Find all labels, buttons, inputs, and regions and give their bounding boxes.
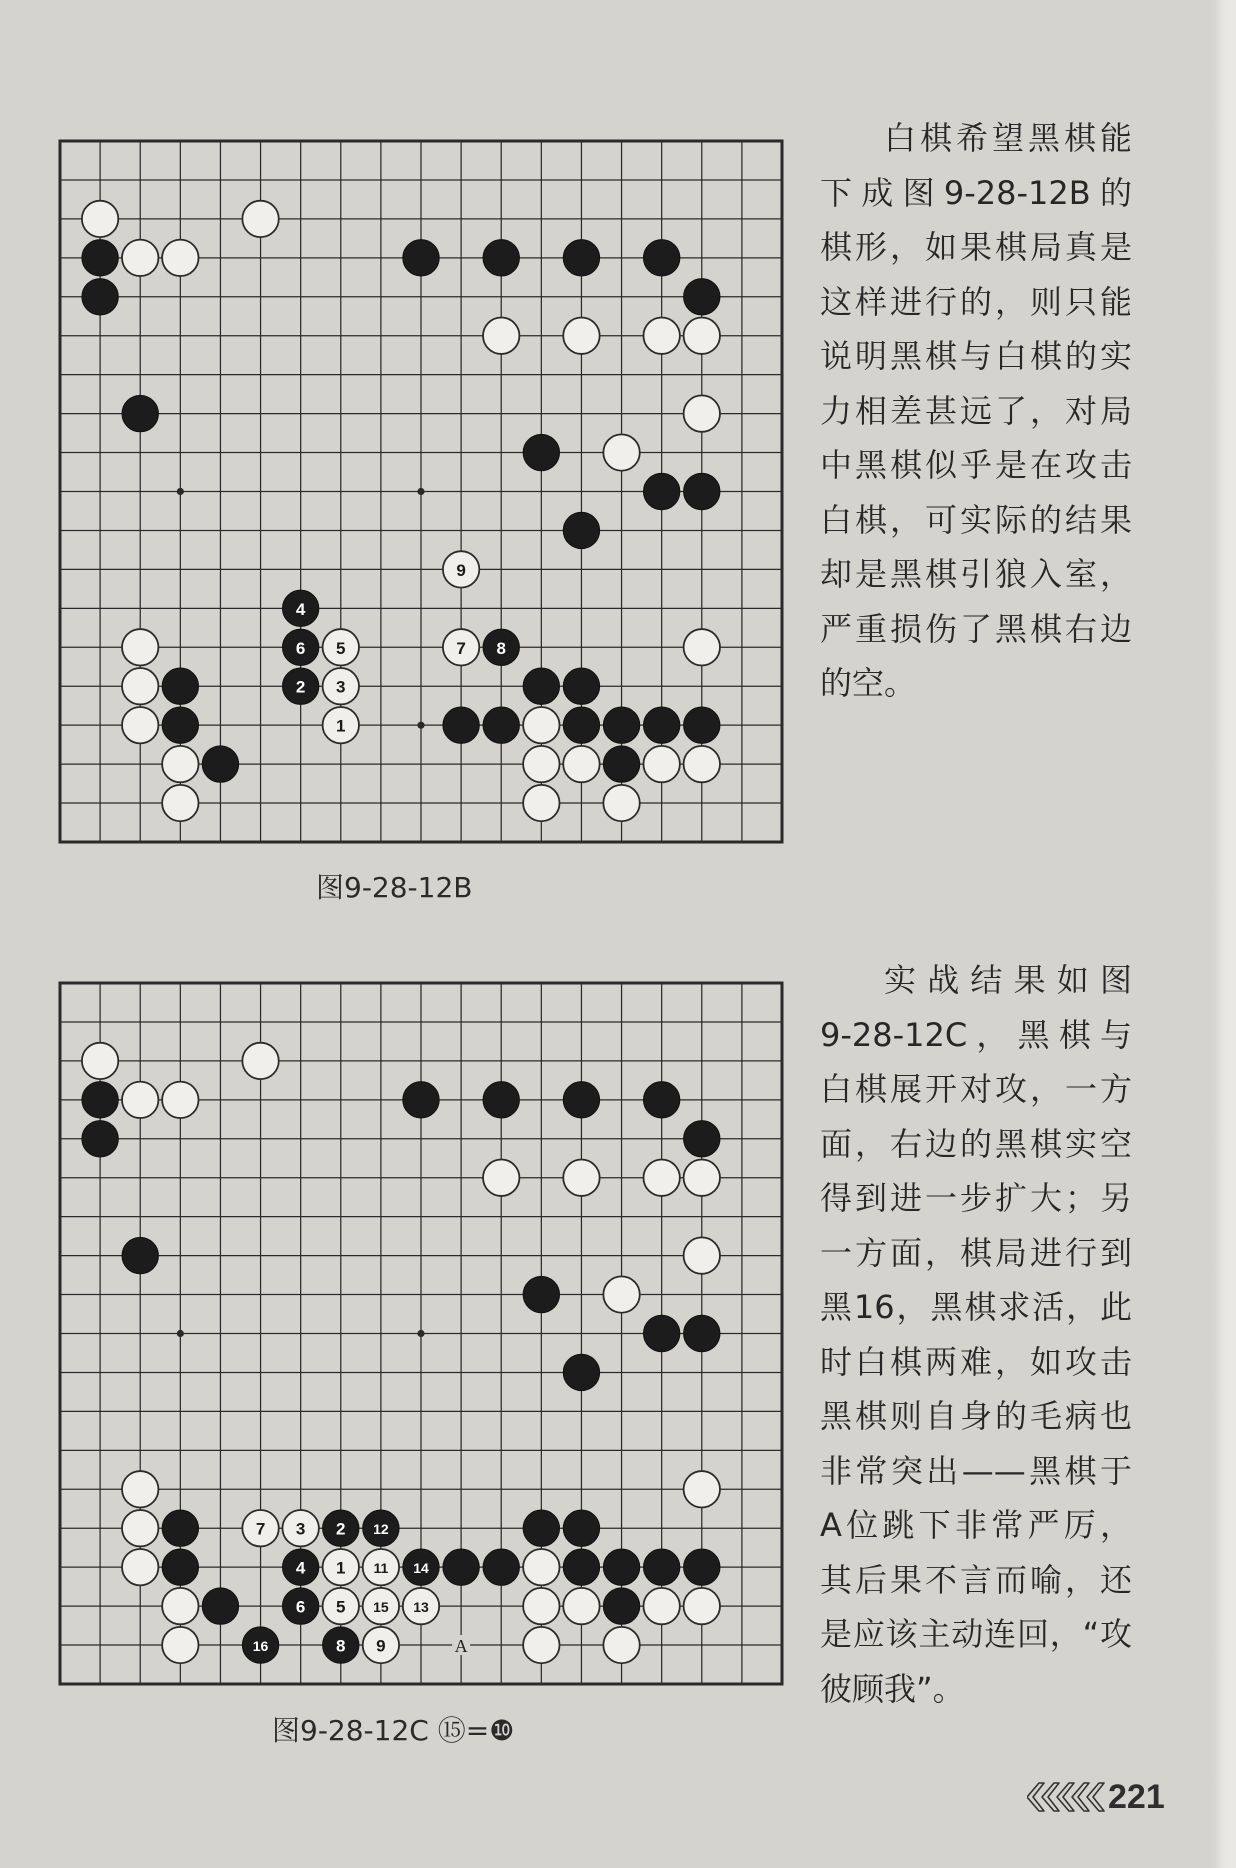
- body-paragraph: [820, 111, 1132, 711]
- move-number: 6: [295, 1597, 306, 1617]
- move-number: 1: [336, 1558, 346, 1578]
- black-stone: [563, 1549, 599, 1585]
- star-point: [417, 722, 424, 729]
- white-stone: [122, 1510, 158, 1546]
- white-stone: [162, 240, 198, 276]
- black-stone: [162, 707, 198, 743]
- black-stone: [643, 1549, 679, 1585]
- text-line: A位跳下非常严厉，: [820, 1506, 1132, 1544]
- black-stone: [403, 240, 439, 276]
- white-stone: [242, 201, 278, 237]
- text-line: 下成图9-28-12B的: [820, 173, 1132, 212]
- text-line: 白棋展开对攻，一方: [820, 1070, 1132, 1108]
- black-stone: [563, 1510, 599, 1546]
- white-stone: [684, 1237, 720, 1273]
- black-stone: [563, 1354, 599, 1390]
- black-stone: [603, 1588, 639, 1624]
- move-number: 7: [255, 1519, 266, 1539]
- black-stone: [523, 1276, 559, 1312]
- text-line: 彼顾我”。: [820, 1669, 965, 1708]
- white-stone: [122, 1082, 158, 1118]
- text-line: 黑16，黑棋求活，此: [820, 1288, 1132, 1326]
- text-line: 得到进一步扩大；另: [820, 1179, 1132, 1217]
- move-number: 6: [295, 638, 306, 658]
- black-stone: [684, 279, 720, 315]
- move-number: 2: [336, 1519, 346, 1539]
- white-stone: [82, 1043, 118, 1079]
- text-line: 其后果不言而喻，还: [820, 1560, 1132, 1599]
- move-number: 5: [336, 638, 346, 658]
- black-stone: [483, 1549, 519, 1585]
- white-stone: [684, 1588, 720, 1624]
- move-number: 8: [496, 638, 506, 658]
- white-stone: [643, 1588, 679, 1624]
- move-number: 7: [456, 638, 466, 658]
- move-number: 3: [336, 677, 346, 697]
- black-stone: [202, 746, 238, 782]
- black-stone: [523, 1510, 559, 1546]
- white-stone: [82, 201, 118, 237]
- black-stone: [684, 1121, 720, 1157]
- black-stone: [563, 668, 599, 704]
- move-number: 16: [252, 1638, 269, 1655]
- text-line: 力相差甚远了，对局: [820, 391, 1132, 430]
- star-point: [177, 1330, 184, 1337]
- black-stone: [122, 1237, 158, 1273]
- white-stone: [523, 1549, 559, 1585]
- black-stone: [162, 1510, 198, 1546]
- body-paragraph: [820, 953, 1132, 1716]
- black-stone: [443, 1549, 479, 1585]
- star-point: [417, 488, 424, 495]
- move-number: 11: [373, 1560, 389, 1577]
- move-number: 14: [413, 1560, 429, 1577]
- black-stone: [82, 1121, 118, 1157]
- black-stone: [603, 707, 639, 743]
- black-stone: [202, 1588, 238, 1624]
- text-line: 白棋希望黑棋能: [884, 119, 1132, 157]
- black-stone: [82, 240, 118, 276]
- black-stone: [563, 240, 599, 276]
- white-stone: [603, 785, 639, 821]
- move-number: 12: [373, 1521, 389, 1538]
- text-line: 中黑棋似乎是在攻击: [820, 446, 1132, 484]
- go-board-diagram-12b: [38, 119, 804, 864]
- black-stone: [684, 473, 720, 509]
- white-stone: [563, 1588, 599, 1624]
- go-board-diagram-12c: [38, 961, 804, 1706]
- black-stone: [684, 707, 720, 743]
- white-stone: [684, 1471, 720, 1507]
- white-stone: [643, 318, 679, 354]
- board-mark-label: A: [454, 1636, 468, 1657]
- move-number: 5: [336, 1597, 346, 1617]
- move-number: 2: [295, 677, 306, 697]
- black-stone: [483, 240, 519, 276]
- white-stone: [684, 1160, 720, 1196]
- black-stone: [643, 473, 679, 509]
- text-line: 面，右边的黑棋实空: [820, 1124, 1132, 1163]
- white-stone: [523, 1588, 559, 1624]
- white-stone: [122, 707, 158, 743]
- black-stone: [684, 1315, 720, 1351]
- chevrons-icon: [1027, 1782, 1107, 1812]
- text-line: 的空。: [820, 664, 917, 702]
- black-stone: [563, 512, 599, 548]
- white-stone: [162, 1588, 198, 1624]
- black-stone: [523, 668, 559, 704]
- move-number: 3: [295, 1519, 306, 1539]
- black-stone: [523, 434, 559, 470]
- text-line: 非常突出——黑棋于: [820, 1451, 1132, 1490]
- black-stone: [563, 707, 599, 743]
- text-line: 白棋，可实际的结果: [820, 500, 1132, 539]
- star-point: [417, 1330, 424, 1337]
- move-number: 4: [295, 1558, 306, 1578]
- black-stone: [122, 395, 158, 431]
- white-stone: [684, 629, 720, 665]
- white-stone: [643, 1160, 679, 1196]
- move-number: 13: [413, 1599, 429, 1616]
- white-stone: [684, 746, 720, 782]
- white-stone: [122, 1471, 158, 1507]
- move-number: 15: [373, 1599, 389, 1616]
- go-board-grid: [38, 961, 804, 1706]
- text-line: 棋形，如果棋局真是: [820, 228, 1132, 266]
- white-stone: [122, 240, 158, 276]
- move-number: 1: [336, 716, 346, 736]
- white-stone: [162, 1627, 198, 1663]
- white-stone: [603, 1276, 639, 1312]
- move-number: 8: [336, 1636, 346, 1656]
- white-stone: [523, 746, 559, 782]
- black-stone: [643, 240, 679, 276]
- text-line: 说明黑棋与白棋的实: [820, 337, 1132, 375]
- white-stone: [603, 434, 639, 470]
- white-stone: [563, 318, 599, 354]
- white-stone: [122, 1549, 158, 1585]
- move-number: 4: [295, 599, 306, 619]
- white-stone: [122, 668, 158, 704]
- black-stone: [603, 746, 639, 782]
- text-line: 时白棋两难，如攻击: [820, 1342, 1132, 1381]
- black-stone: [162, 1549, 198, 1585]
- black-stone: [643, 1315, 679, 1351]
- text-line: 是应该主动连回，“攻: [820, 1615, 1132, 1653]
- star-point: [177, 488, 184, 495]
- figure-caption: 图9-28-12C ⑮=❿: [272, 1714, 515, 1747]
- text-line: 黑棋则自身的毛病也: [820, 1397, 1132, 1435]
- white-stone: [122, 629, 158, 665]
- white-stone: [523, 785, 559, 821]
- white-stone: [242, 1043, 278, 1079]
- black-stone: [563, 1082, 599, 1118]
- white-stone: [563, 746, 599, 782]
- move-number: 9: [456, 560, 466, 580]
- black-stone: [643, 707, 679, 743]
- black-stone: [603, 1549, 639, 1585]
- white-stone: [523, 707, 559, 743]
- white-stone: [162, 785, 198, 821]
- white-stone: [684, 318, 720, 354]
- text-line: 9-28-12C，黑棋与: [820, 1015, 1132, 1054]
- white-stone: [483, 1160, 519, 1196]
- black-stone: [483, 1082, 519, 1118]
- white-stone: [483, 318, 519, 354]
- black-stone: [684, 1549, 720, 1585]
- black-stone: [162, 668, 198, 704]
- white-stone: [684, 395, 720, 431]
- black-stone: [443, 707, 479, 743]
- white-stone: [563, 1160, 599, 1196]
- black-stone: [483, 707, 519, 743]
- go-board-grid: [38, 119, 804, 864]
- black-stone: [643, 1082, 679, 1118]
- black-stone: [82, 1082, 118, 1118]
- move-number: 9: [376, 1636, 386, 1656]
- text-line: 实战结果如图: [884, 961, 1132, 999]
- text-line: 严重损伤了黑棋右边: [820, 609, 1132, 648]
- page-edge: [1212, 0, 1236, 1868]
- page-number: 221: [1108, 1778, 1165, 1816]
- text-line: 却是黑棋引狼入室，: [820, 555, 1132, 593]
- black-stone: [82, 279, 118, 315]
- text-line: 这样进行的，则只能: [820, 282, 1132, 321]
- white-stone: [643, 746, 679, 782]
- figure-caption: 图9-28-12B: [316, 871, 473, 904]
- white-stone: [162, 746, 198, 782]
- white-stone: [162, 1082, 198, 1118]
- white-stone: [603, 1627, 639, 1663]
- text-line: 一方面，棋局进行到: [820, 1233, 1132, 1272]
- black-stone: [403, 1082, 439, 1118]
- white-stone: [523, 1627, 559, 1663]
